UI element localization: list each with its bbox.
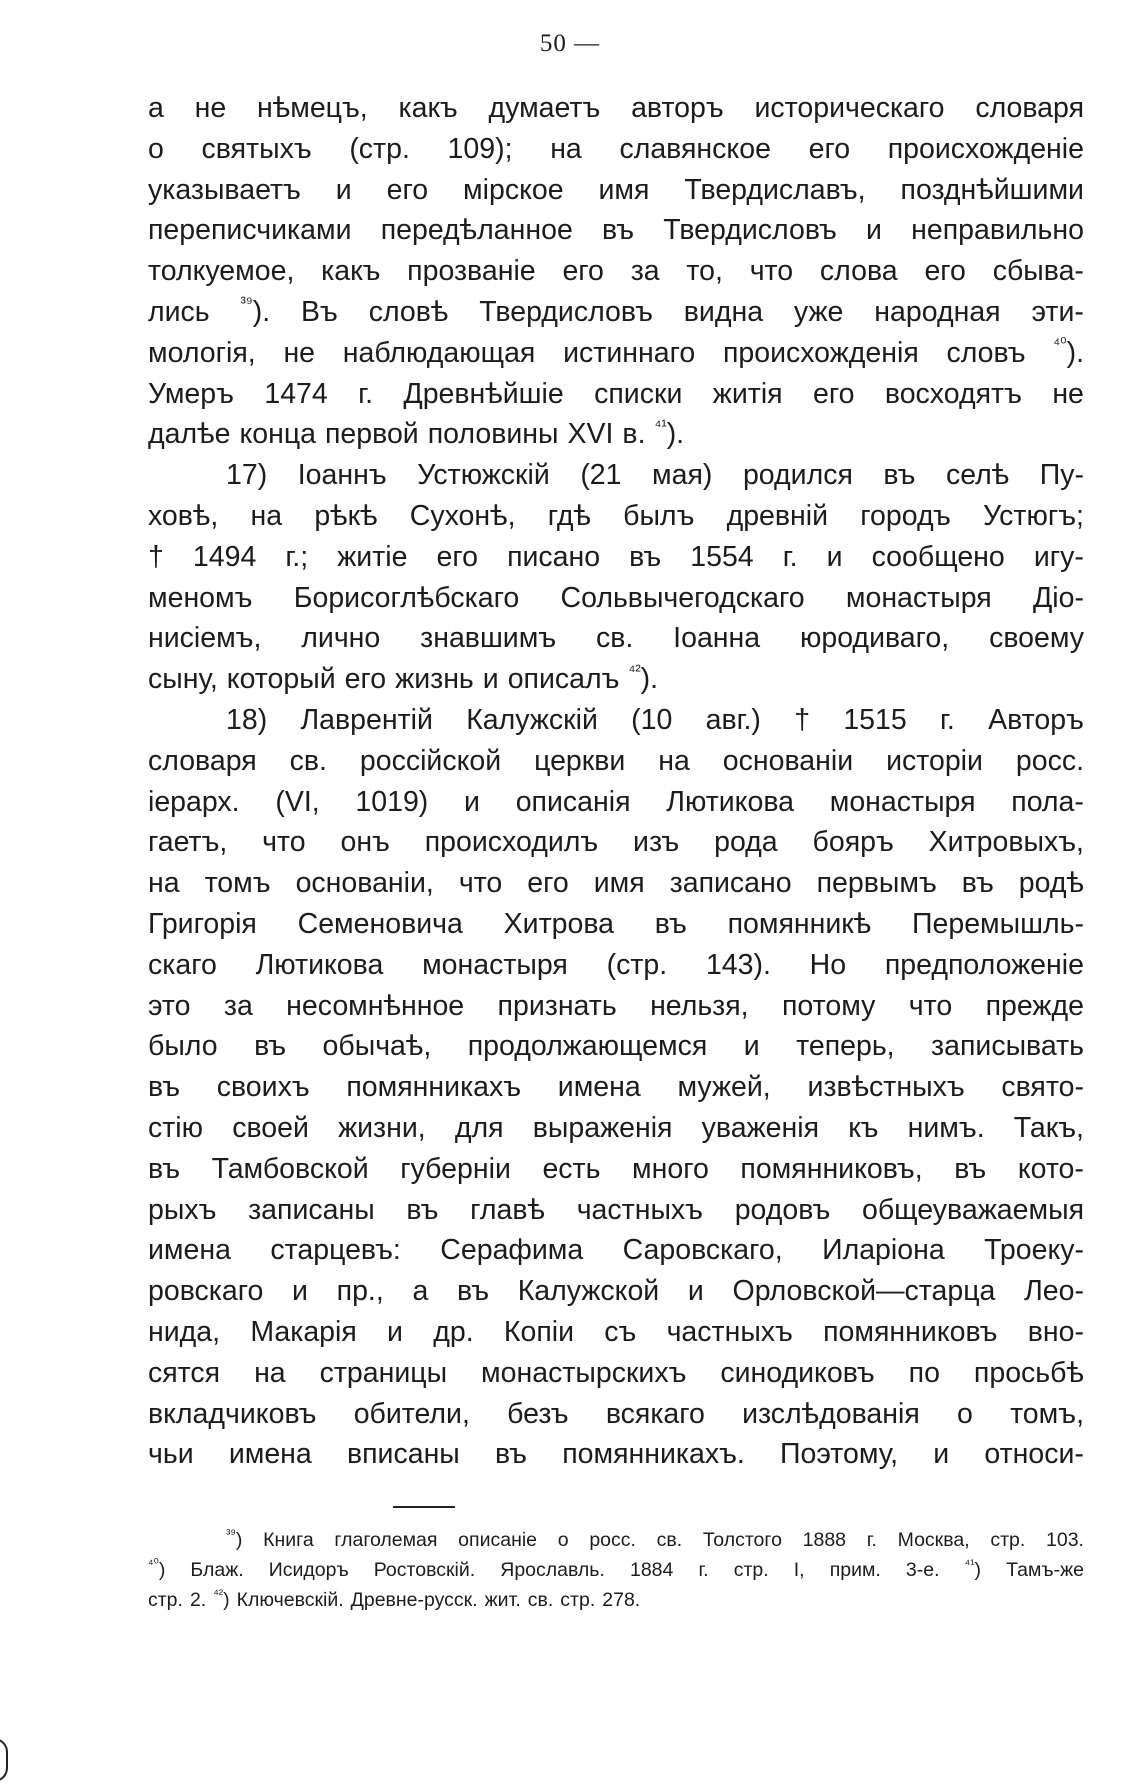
text-line: стію своей жизни, для выраженія уваженія къ нимъ. Такъ, bbox=[148, 1111, 1084, 1144]
text-line: ровскаго и пр., а въ Калужской и Орловской—старца Лео- bbox=[148, 1275, 1084, 1308]
text-line: о святыхъ (стр. 109); на славянское его происхожденіе bbox=[148, 132, 1084, 165]
text-line: гаетъ, что онъ происходилъ изъ рода бояръ Хитровыхъ, bbox=[148, 826, 1084, 859]
text-line: вкладчиковъ обители, безъ всякаго изслѣдованія о томъ, bbox=[148, 1397, 1084, 1430]
text-line: въ своихъ помянникахъ имена мужей, извѣстныхъ свято- bbox=[148, 1071, 1084, 1104]
text-line: мологія, не наблюдающая истиннаго происхожденія словъ $^{^{40}}$). bbox=[148, 336, 1084, 369]
text-line: указываетъ и его мірское имя Твердиславъ, позднѣйшими bbox=[148, 173, 1084, 206]
page-number: 50 — bbox=[539, 30, 601, 57]
text-line: далѣе конца первой половины XVI в. $^{^{41}}$). bbox=[148, 417, 685, 451]
text-line: рыхъ записаны въ главѣ частныхъ родовъ общеуважаемыя bbox=[148, 1193, 1084, 1226]
text-line: это за несомнѣнное признать нельзя, потому что прежде bbox=[148, 989, 1084, 1022]
text-line: Умеръ 1474 г. Древнѣйшіе списки житія его восходятъ не bbox=[148, 377, 1084, 410]
text-line: чьи имена вписаны въ помянникахъ. Поэтому, и относи- bbox=[148, 1438, 1084, 1471]
footnote-line: $^{^{39}}$) Книга глаголемая описаніе о росс. св. Толстого 1888 г. Москва, стр. 103. bbox=[226, 1525, 1084, 1551]
text-line: скаго Лютикова монастыря (стр. 143). Но предположеніе bbox=[148, 948, 1084, 981]
text-line: сятся на страницы монастырскихъ синодиковъ по просьбѣ bbox=[148, 1356, 1084, 1389]
text-line: Григорія Семеновича Хитрова въ помянникѣ Перемышль- bbox=[148, 907, 1084, 940]
text-line: словаря св. россійской церкви на основаніи исторіи росс. bbox=[148, 744, 1084, 777]
text-line: а не нѣмецъ, какъ думаетъ авторъ историческаго словаря bbox=[148, 92, 1084, 124]
page-edge-mark bbox=[0, 1738, 8, 1782]
footnote-line: $^{^{40}}$) Блаж. Исидоръ Ростовскій. Ярославль. 1884 г. стр. І, прим. 3-е. $^{^{41}}$) Тамъ-же bbox=[148, 1555, 1084, 1581]
text-line: † 1494 г.; житіе его писано въ 1554 г. и сообщено игу- bbox=[148, 540, 1084, 573]
text-line: въ Тамбовской губерніи есть много помянниковъ, въ кото- bbox=[148, 1152, 1084, 1185]
footnote-line: стр. 2. $^{^{42}}$) Ключевскій. Древне-русск. жит. св. стр. 278. bbox=[148, 1585, 641, 1611]
text-line: меномъ Борисоглѣбскаго Сольвычегодскаго монастыря Діо- bbox=[148, 581, 1084, 614]
text-line: переписчиками передѣланное въ Твердисловъ и неправильно bbox=[148, 214, 1084, 247]
text-line: толкуемое, какъ прозваніе его за то, что слова его сбыва- bbox=[148, 255, 1084, 288]
text-line: на томъ основаніи, что его имя записано первымъ въ родѣ bbox=[148, 867, 1084, 900]
text-line: ховѣ, на рѣкѣ Сухонѣ, гдѣ былъ древній городъ Устюгъ; bbox=[148, 499, 1084, 532]
text-line: было въ обычаѣ, продолжающемся и теперь, записывать bbox=[148, 1030, 1084, 1063]
text-line: 17) Іоаннъ Устюжскій (21 мая) родился въ селѣ Пу- bbox=[226, 459, 1084, 492]
text-line: 18) Лаврентій Калужскій (10 авг.) † 1515 г. Авторъ bbox=[226, 703, 1084, 736]
main-text bbox=[148, 88, 1084, 1475]
text-line: нисіемъ, лично знавшимъ св. Іоанна юродиваго, своему bbox=[148, 622, 1084, 655]
text-line: нида, Макарія и др. Копіи съ частныхъ помянниковъ вно- bbox=[148, 1315, 1084, 1348]
text-line: имена старцевъ: Серафима Саровскаго, Иларіона Троеку- bbox=[148, 1234, 1084, 1267]
footnote-separator bbox=[393, 1506, 455, 1508]
text-line: сыну, который его жизнь и описалъ $^{^{42}}$). bbox=[148, 662, 659, 696]
text-line: лись $^{^{39}}$). Въ словѣ Твердисловъ видна уже народная эти- bbox=[148, 295, 1084, 328]
footnotes bbox=[148, 1525, 1084, 1615]
text-line: іерарх. (VI, 1019) и описанія Лютикова монастыря пола- bbox=[148, 785, 1084, 818]
